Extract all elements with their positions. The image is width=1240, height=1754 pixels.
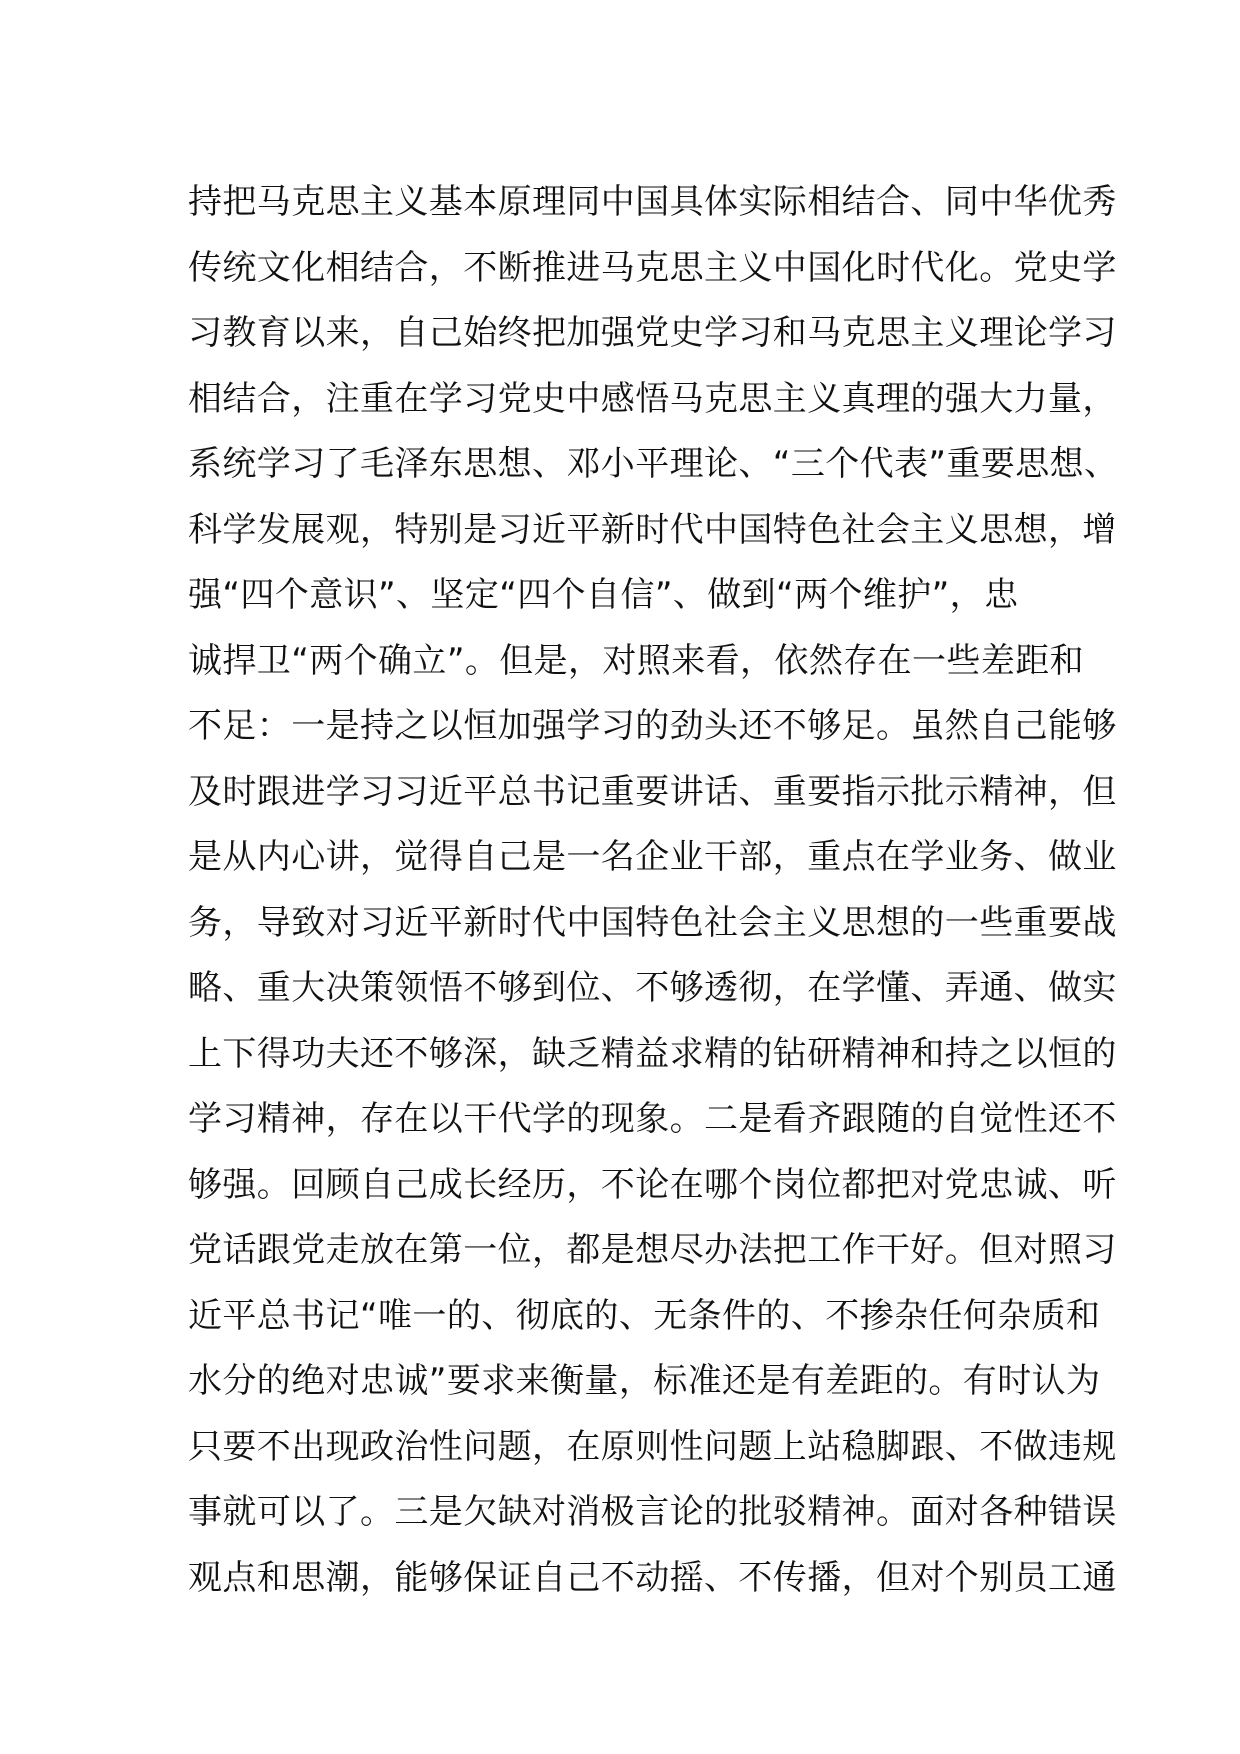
text-line: 科学发展观，特别是习近平新时代中国特色社会主义思想，增 xyxy=(188,509,1117,550)
text-line: 上下得功夫还不够深，缺乏精益求精的钻研精神和持之以恒的 xyxy=(188,1033,1117,1074)
text-line: 诚捍卫“两个确立”。但是，对照来看，依然存在一些差距和 xyxy=(188,640,1085,681)
text-line: 略、重大决策领悟不够到位、不够透彻，在学懂、弄通、做实 xyxy=(188,968,1117,1008)
text-line: 近平总书记“唯一的、彻底的、无条件的、不掺杂任何杂质和 xyxy=(188,1295,1101,1336)
text-line: 强“四个意识”、坚定“四个自信”、做到“两个维护”，忠 xyxy=(188,575,1019,615)
body-text xyxy=(188,170,1119,1611)
text-line: 党话跟党走放在第一位，都是想尽办法把工作干好。但对照习 xyxy=(188,1230,1117,1270)
text-line: 是从内心讲，觉得自己是一名企业干部，重点在学业务、做业 xyxy=(188,837,1117,877)
text-line: 事就可以了。三是欠缺对消极言论的批驳精神。面对各种错误 xyxy=(188,1492,1117,1532)
text-line: 学习精神，存在以干代学的现象。二是看齐跟随的自觉性还不 xyxy=(188,1099,1117,1139)
text-line: 相结合，注重在学习党史中感悟马克思主义真理的强大力量， xyxy=(188,378,1117,419)
text-line: 及时跟进学习习近平总书记重要讲话、重要指示批示精神，但 xyxy=(188,771,1117,812)
text-line: 习教育以来，自己始终把加强党史学习和马克思主义理论学习 xyxy=(188,313,1117,353)
text-line: 够强。回顾自己成长经历，不论在哪个岗位都把对党忠诚、听 xyxy=(188,1164,1117,1205)
text-line: 观点和思潮，能够保证自己不动摇、不传播，但对个别员工通 xyxy=(188,1557,1117,1598)
text-line: 不足：一是持之以恒加强学习的劲头还不够足。虽然自己能够 xyxy=(188,706,1117,746)
text-line: 传统文化相结合，不断推进马克思主义中国化时代化。党史学 xyxy=(188,247,1117,288)
text-line: 务，导致对习近平新时代中国特色社会主义思想的一些重要战 xyxy=(188,902,1117,943)
text-line: 水分的绝对忠诚”要求来衡量，标准还是有差距的。有时认为 xyxy=(188,1361,1101,1401)
text-line: 只要不出现政治性问题，在原则性问题上站稳脚跟、不做违规 xyxy=(188,1426,1117,1467)
text-line: 持把马克思主义基本原理同中国具体实际相结合、同中华优秀 xyxy=(188,182,1117,222)
text-line: 系统学习了毛泽东思想、邓小平理论、“三个代表”重要思想、 xyxy=(188,444,1119,484)
